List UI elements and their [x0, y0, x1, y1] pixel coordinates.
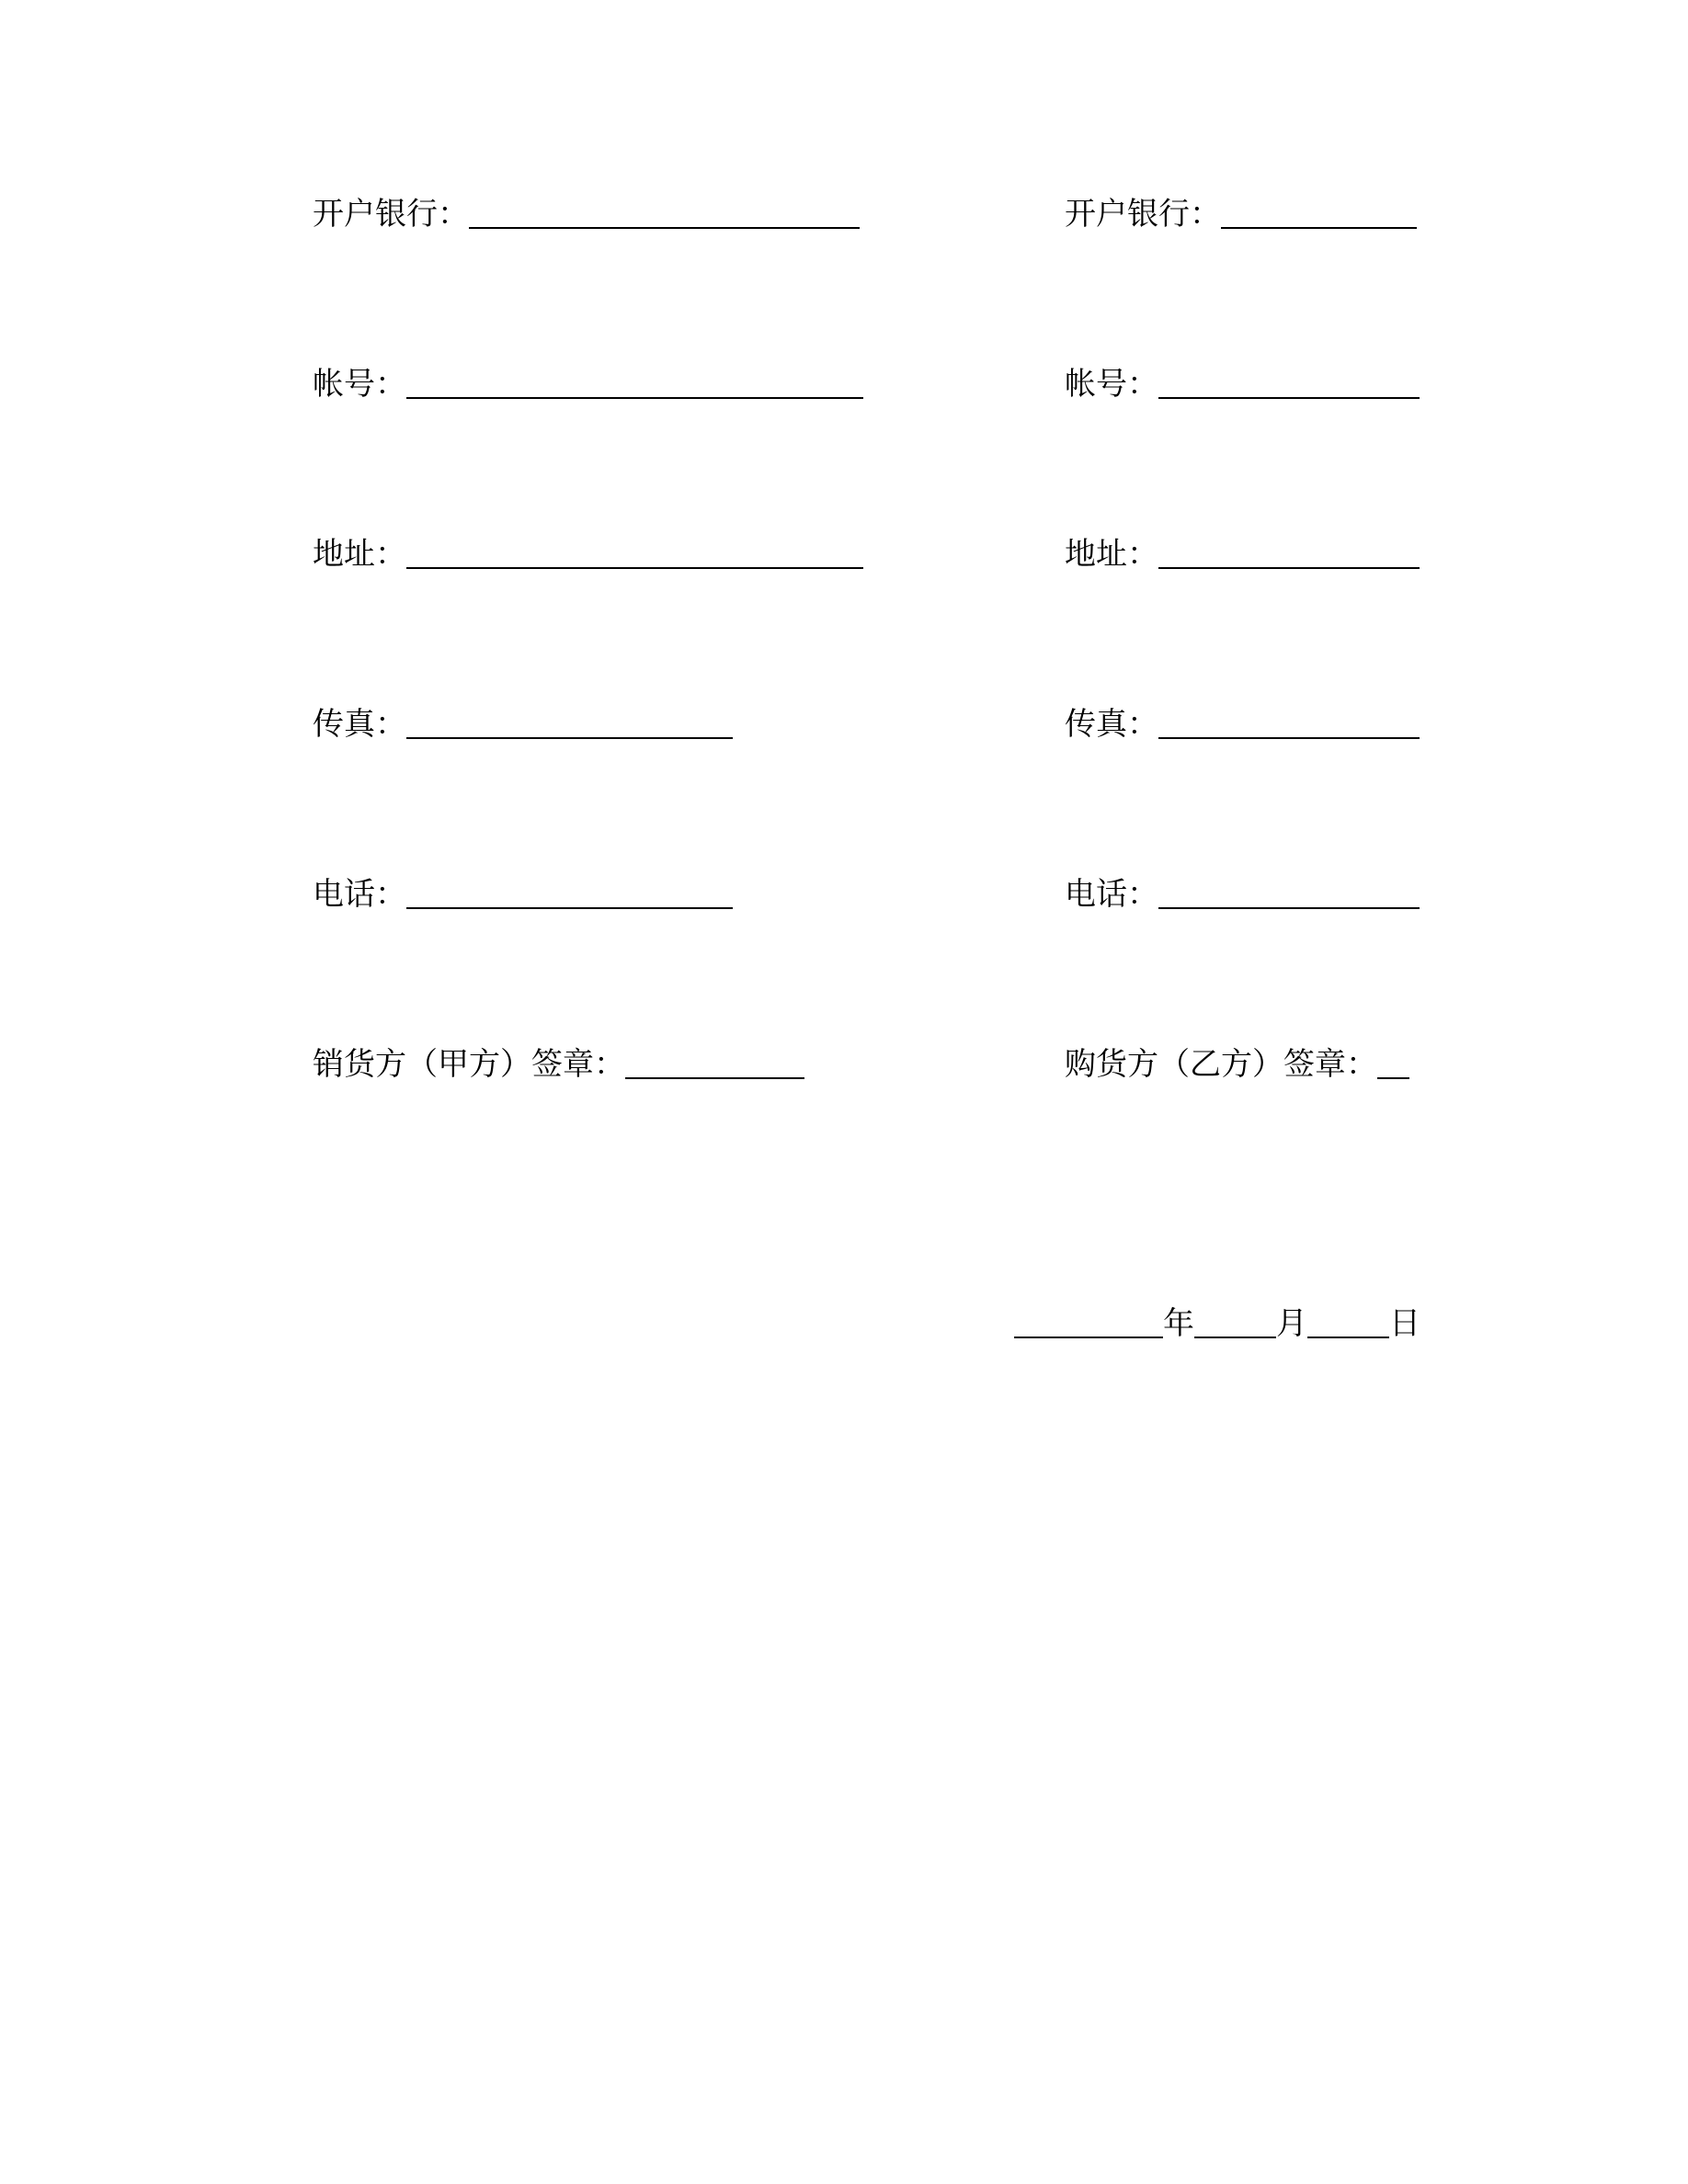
year-label: 年	[1163, 1305, 1194, 1342]
buyer-signature-blank[interactable]	[1377, 1044, 1409, 1079]
seller-bank-blank[interactable]	[469, 194, 860, 229]
seller-address-field	[313, 529, 863, 573]
buyer-bank-field	[1065, 188, 1417, 233]
seller-address-blank[interactable]	[406, 534, 863, 569]
buyer-fax-label: 传真：	[1065, 706, 1158, 743]
seller-signature-blank[interactable]	[625, 1044, 804, 1079]
buyer-address-blank[interactable]	[1158, 534, 1420, 569]
seller-bank-field	[313, 188, 860, 233]
seller-signature-label: 销货方（甲方）签章：	[313, 1046, 625, 1083]
buyer-phone-field	[1065, 869, 1420, 913]
seller-account-field	[313, 358, 863, 403]
buyer-address-label: 地址：	[1065, 536, 1158, 573]
buyer-fax-field	[1065, 699, 1420, 743]
month-label: 月	[1276, 1305, 1307, 1342]
date-line	[1014, 1298, 1420, 1342]
buyer-account-blank[interactable]	[1158, 364, 1420, 399]
buyer-fax-blank[interactable]	[1158, 704, 1420, 739]
buyer-signature-label: 购货方（乙方）签章：	[1065, 1046, 1377, 1083]
buyer-phone-label: 电话：	[1065, 876, 1158, 913]
day-blank[interactable]	[1307, 1303, 1389, 1338]
seller-phone-label: 电话：	[313, 876, 406, 913]
buyer-phone-blank[interactable]	[1158, 874, 1420, 909]
buyer-signature-field	[1065, 1039, 1409, 1083]
seller-fax-blank[interactable]	[406, 704, 733, 739]
seller-fax-label: 传真：	[313, 706, 406, 743]
seller-address-label: 地址：	[313, 536, 406, 573]
seller-fax-field	[313, 699, 733, 743]
seller-phone-field	[313, 869, 733, 913]
buyer-bank-label: 开户银行：	[1065, 196, 1221, 233]
seller-phone-blank[interactable]	[406, 874, 733, 909]
buyer-account-field	[1065, 358, 1420, 403]
seller-account-label: 帐号：	[313, 366, 406, 403]
seller-signature-field	[313, 1039, 804, 1083]
month-blank[interactable]	[1194, 1303, 1276, 1338]
buyer-address-field	[1065, 529, 1420, 573]
buyer-bank-blank[interactable]	[1221, 194, 1417, 229]
buyer-account-label: 帐号：	[1065, 366, 1158, 403]
year-blank[interactable]	[1014, 1303, 1163, 1338]
day-label: 日	[1389, 1305, 1420, 1342]
seller-account-blank[interactable]	[406, 364, 863, 399]
seller-bank-label: 开户银行：	[313, 196, 469, 233]
